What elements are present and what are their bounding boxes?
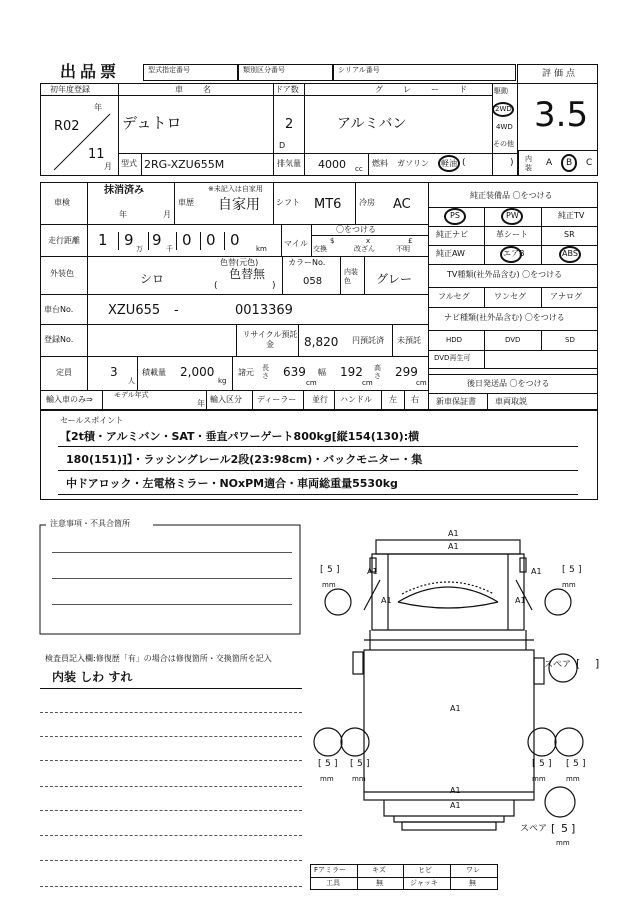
abs-circle xyxy=(559,246,581,263)
grade-label: グレード xyxy=(375,85,487,94)
damage-mark-front-2: A1 xyxy=(448,542,459,551)
color-change-value: 色替無 xyxy=(229,267,266,281)
genuine-title: 純正装備品 〇をつける xyxy=(470,191,553,200)
capacity-label: 定員 xyxy=(56,368,72,377)
dvd-label: DVD再生可 xyxy=(434,354,471,362)
doors-label: ドア数 xyxy=(275,85,299,94)
recycle-value: 8,820 xyxy=(304,335,339,349)
handle-right: 右 xyxy=(411,395,419,404)
navi-title: ナビ種類(社外品含む) 〇をつける xyxy=(444,313,565,322)
inspector-label: 検査員記入欄:修復歴「有」の場合は修復箇所・交換箇所を記入 xyxy=(45,654,272,663)
fuel-label: 燃料 xyxy=(372,159,388,168)
mileage-label: 走行距離 xyxy=(48,236,80,245)
recycle-label: リサイクル預託金 xyxy=(242,330,298,349)
color-no-label: カラーNo. xyxy=(288,258,326,267)
model-label: 型式 xyxy=(121,159,137,168)
airbag-circle xyxy=(500,246,522,263)
displacement-label: 排気量 xyxy=(277,159,301,168)
interior-color-label: 内装色 xyxy=(344,268,358,285)
load-value: 2,000 xyxy=(180,365,215,379)
class-label: 類別区分番号 xyxy=(243,66,285,74)
model-year-label: モデル年式 xyxy=(114,391,149,399)
import-class-label: 輸入区分 xyxy=(210,395,242,404)
doors-value: 2 xyxy=(285,117,294,132)
sales-line-1: 【2t積・アルミバン・SAT・垂直パワーゲート800kg[縦154(130):横 xyxy=(60,430,420,443)
damage-mark-rear-2: A1 xyxy=(450,801,461,810)
damage-mark-door-right: A1 xyxy=(531,567,542,576)
width-value: 192 xyxy=(340,365,363,379)
spare-front-label: スペア xyxy=(544,660,572,670)
pw-circle xyxy=(501,208,523,225)
exterior-value: シロ xyxy=(140,272,165,286)
fuel-gasoline: ガソリン xyxy=(397,159,429,168)
circle-note: 〇をつける xyxy=(336,225,376,234)
later-title: 後日発送品 〇をつける xyxy=(467,379,550,388)
history-value: 自家用 xyxy=(218,197,260,213)
chassis-prefix: XZU655 xyxy=(108,303,161,318)
unregistered-note: ※未記入は自家用 xyxy=(208,185,263,193)
fuel-diesel-circle xyxy=(438,155,460,172)
height-value: 299 xyxy=(395,365,418,379)
import-label: 輸入車のみ⇒ xyxy=(46,395,93,404)
damage-mark-rear: A1 xyxy=(450,786,461,795)
damage-mark-side-left: A1 xyxy=(381,596,392,605)
load-label: 積載量 xyxy=(142,368,166,377)
drive-label: 駆動 xyxy=(494,87,508,95)
drive-2wd-circle xyxy=(492,102,514,117)
car-name: デュトロ xyxy=(122,114,182,132)
sheet-title: 出品票 xyxy=(60,62,121,81)
handle-left: 左 xyxy=(389,395,397,404)
inspection-value: 抹消済み xyxy=(104,185,144,196)
dims-label: 諸元 xyxy=(238,368,254,377)
damage-mark-front: A1 xyxy=(448,529,459,538)
capacity-value: 3 xyxy=(110,365,118,379)
inspection-label: 車検 xyxy=(54,198,70,207)
sales-line-2: 180(151)]】・ラッシングレール2段(23:98cm)・バックモニター・集 xyxy=(66,453,423,466)
ps-circle xyxy=(444,208,466,225)
recycle-status: 円預託済 xyxy=(352,336,384,345)
spare-rear-label: スペア xyxy=(520,824,548,834)
ac-label: 冷房 xyxy=(359,198,375,207)
mileage-digits: 1 9 万 9 千 0 0 0 km xyxy=(98,231,267,253)
parallel-option: 並行 xyxy=(312,395,328,404)
drive-other: その他 xyxy=(493,140,514,148)
shift-label: シフト xyxy=(276,198,300,207)
first-reg-year: R02 xyxy=(54,119,80,134)
fuel-diesel: 軽油 xyxy=(441,159,457,168)
regno-label: 登録No. xyxy=(44,335,74,344)
chassis-number: 0013369 xyxy=(235,303,293,318)
chassis-label: 車台No. xyxy=(44,305,74,314)
handle-label: ハンドル xyxy=(340,395,372,404)
color-no-value: 058 xyxy=(303,276,323,287)
recycle-not: 未預託 xyxy=(397,336,421,345)
displacement-value: 4000 xyxy=(318,158,346,171)
length-value: 639 xyxy=(283,365,306,379)
first-reg-month: 11 xyxy=(88,147,105,162)
dealer-option: ディーラー xyxy=(257,395,297,404)
drive-2wd: 2WD xyxy=(495,105,512,113)
sales-point-label: セールスポイント xyxy=(60,416,124,425)
grade-value: アルミバン xyxy=(337,116,407,132)
type-cert-label: 型式指定番号 xyxy=(148,66,190,74)
drive-4wd: 4WD xyxy=(496,123,513,131)
first-reg-label: 初年度登録 xyxy=(50,85,90,94)
damage-mark-door-left: A1 xyxy=(367,567,378,576)
exterior-label: 外装色 xyxy=(50,269,74,278)
shift-value: MT6 xyxy=(314,197,342,212)
damage-mark-side-right: A1 xyxy=(515,596,526,605)
caution-label: 注意事項・不具合箇所 xyxy=(50,519,130,528)
score-label: 評価点 xyxy=(542,69,579,79)
tv-title: TV種類(社外品含む) 〇をつける xyxy=(447,270,563,279)
history-label: 車歴 xyxy=(178,198,194,207)
serial-label: シリアル番号 xyxy=(338,66,380,74)
sales-line-3: 中ドアロック・左電格ミラー・NOxPM適合・車両総重量5530kg xyxy=(66,477,398,490)
inspector-text: 内装 しわ すれ xyxy=(52,670,133,684)
interior-grade-circle xyxy=(561,154,577,172)
score-value: 3.5 xyxy=(534,95,589,135)
interior-label: 内装 xyxy=(525,155,532,172)
model-value: 2RG-XZU655M xyxy=(144,158,225,171)
ac-value: AC xyxy=(393,197,411,212)
damage-mark-body: A1 xyxy=(450,704,461,713)
interior-color-value: グレー xyxy=(376,272,413,286)
mile-label: マイル xyxy=(284,239,308,248)
caution-box xyxy=(38,519,304,638)
color-change-label: 色替(元色) xyxy=(220,258,259,267)
car-name-label: 車名 xyxy=(175,85,231,94)
